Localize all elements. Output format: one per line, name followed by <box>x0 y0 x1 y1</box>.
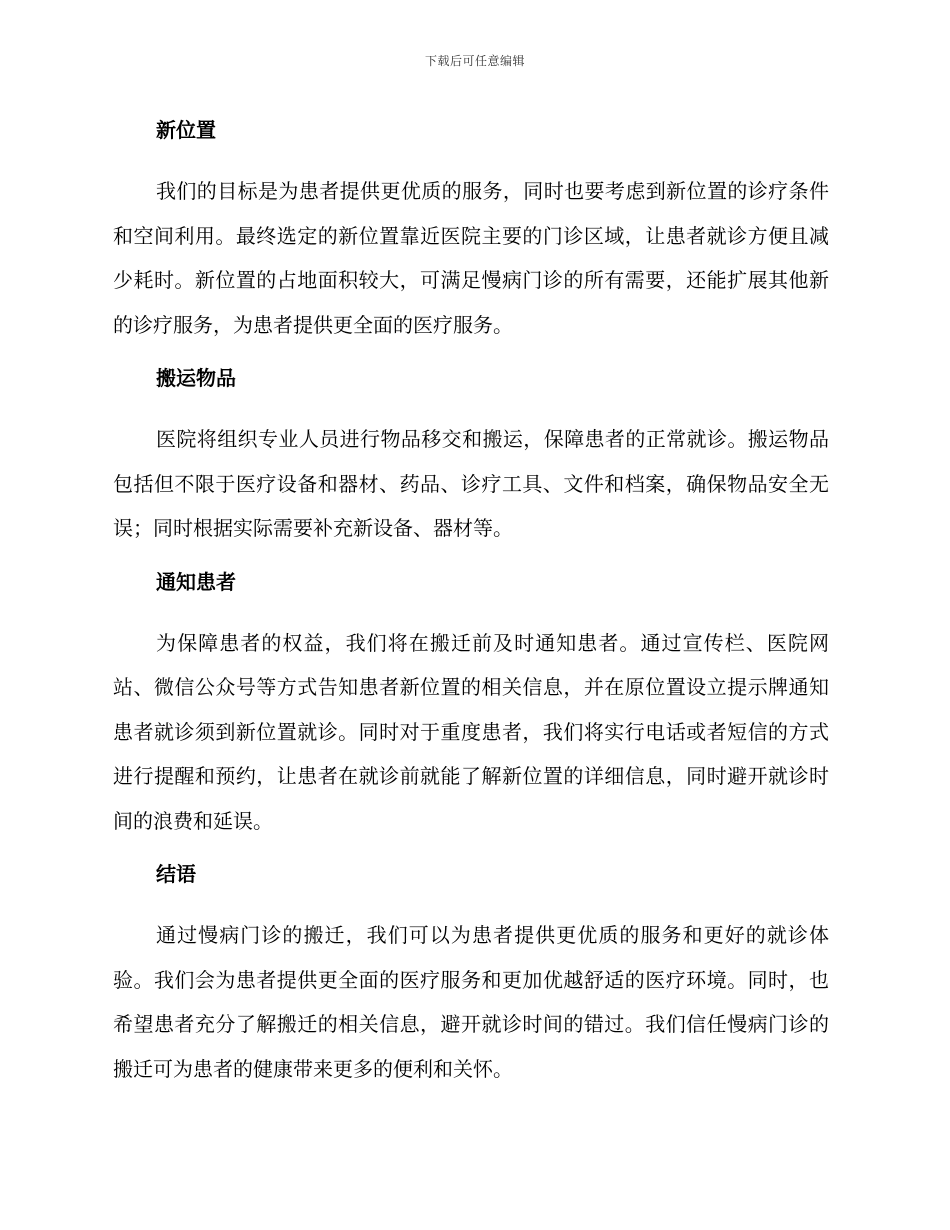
section-paragraph: 医院将组织专业人员进行物品移交和搬运，保障患者的正常就诊。搬运物品包括但不限于医疗设备和器材、药品、诊疗工具、文件和档案，确保物品安全无误；同时根据实际需要补充新设备、器材等。 <box>113 427 829 540</box>
section-paragraph: 我们的目标是为患者提供更优质的服务，同时也要考虑到新位置的诊疗条件和空间利用。最终选定的新位置靠近医院主要的门诊区域，让患者就诊方便且减少耗时。新位置的占地面积较大，可满足慢病门诊的所有需要，还能扩展其他新的诊疗服务，为患者提供更全面的医疗服务。 <box>113 179 829 337</box>
section-heading: 新位置 <box>156 118 216 142</box>
section-paragraph: 通过慢病门诊的搬迁，我们可以为患者提供更优质的服务和更好的就诊体验。我们会为患者提供更全面的医疗服务和更加优越舒适的医疗环境。同时，也希望患者充分了解搬迁的相关信息，避开就诊时间的错过。我们信任慢病门诊的搬迁可为患者的健康带来更多的便利和关怀。 <box>113 923 829 1081</box>
section-new-location <box>113 112 829 360</box>
page-header: 下载后可任意编辑 <box>424 54 525 68</box>
document-body <box>113 112 829 1091</box>
section-notify-patients <box>113 564 829 857</box>
section-heading: 通知患者 <box>156 569 236 594</box>
section-heading: 搬运物品 <box>156 366 236 390</box>
section-paragraph: 为保障患者的权益，我们将在搬迁前及时通知患者。通过宣传栏、医院网站、微信公众号等方式告知患者新位置的相关信息，并在原位置设立提示牌通知患者就诊须到新位置就诊。同时对于重度患者，我们将实行电话或者短信的方式进行提醒和预约，让患者在就诊前就能了解新位置的详细信息，同时避开就诊时间的浪费和延误。 <box>113 630 829 833</box>
section-moving-items <box>113 360 829 564</box>
section-conclusion <box>113 856 829 1091</box>
section-heading: 结语 <box>156 862 196 886</box>
